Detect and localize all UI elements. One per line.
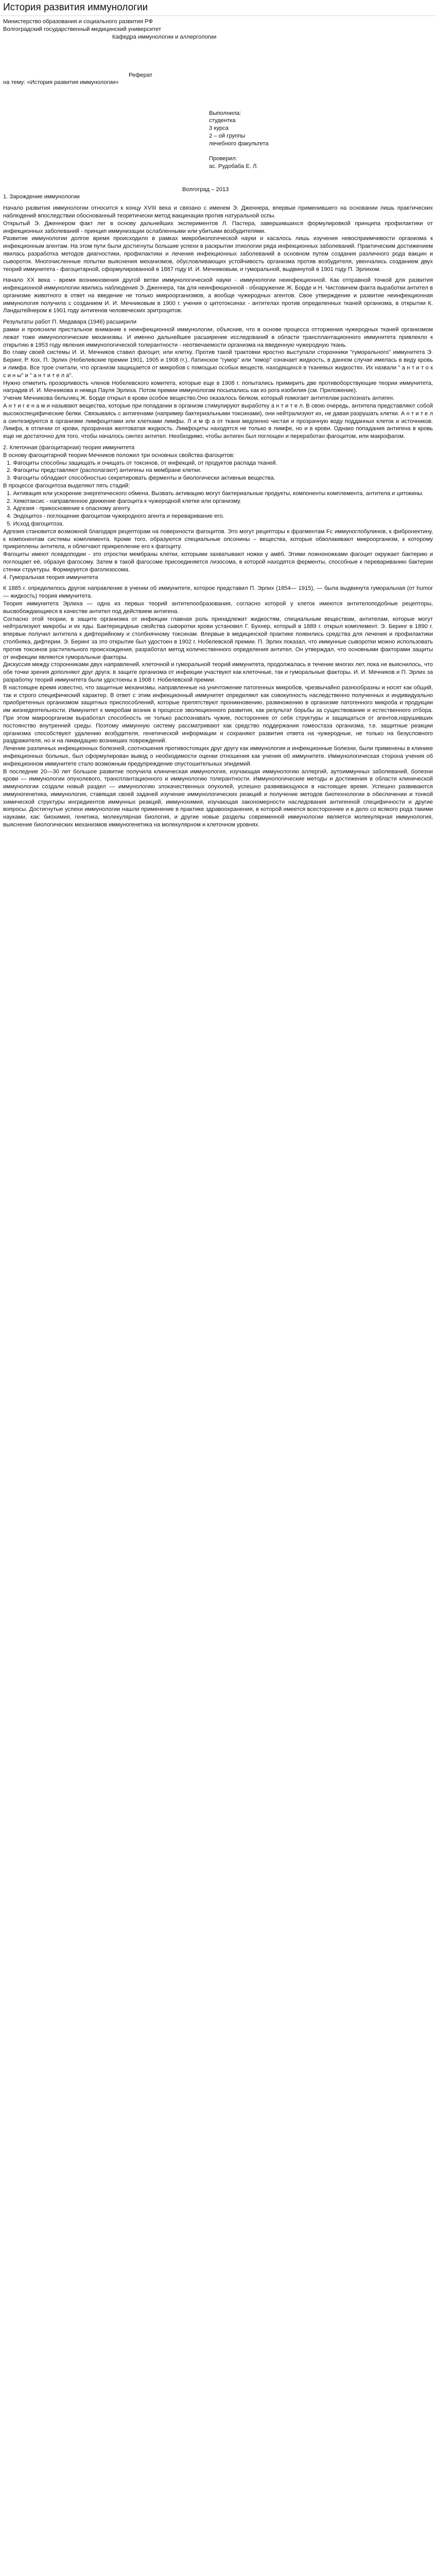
document-body (0, 16, 436, 829)
author-line: лечебного факультета (209, 140, 269, 147)
paragraph: Согласно этой теории, в защите организма от инфекции главная роль принадлежит жидкостям, специальным веществам, антителам, которые могут нейтрализуют микробы и их яды. Бактерицидные свойства сыворотки крови установил Г. Бухнер, который в 1889 г. открыл комплемент. Э. Беринг в 1890 г. впервые получил антитела к дифтерийному и столбнячному токсинам. Впервые в медицинской практике появились средства для лечения и профилактики столбняка, дифтерии. Э. Беринг за это открытие был удостоен в 1902 г. Нобелевской премии. П. Эрлих показал, что иммунные сыворотки можно использовать против токсинов растительного происхождения, разработал метод количественного определения антител. Он утверждал, что основными факторами защиты от инфекции являются гуморальные факторы. (3, 616, 433, 660)
content-sections (3, 193, 433, 829)
paragraph: Теория иммунитета Эрлиха — одна из первых теорий антителообразования, согласно которой у клеток имеются антителоподобные рецепторы, высвобождающиеся в качестве антител под действием антигена. (3, 600, 433, 615)
ministry-line: Министерство образования и социального развития РФ (3, 19, 153, 25)
list-item: 3. Фагоциты обладают способностью секретировать ферменты и биологически активные вещества. (7, 475, 275, 482)
paragraph: Открытый Э. Дженнером факт лег в основу дальнейших экспериментов Л. Пастера, завершившихся формулировкой принципа профилактики от инфекционных заболеваний - принцип иммунизации ослабленными или убитыми возбудителями. (3, 220, 433, 234)
author-line: Проверил: (209, 156, 237, 162)
author-line (3, 148, 433, 156)
paragraph: Адгезия становится возможной благодаря рецепторам на поверхности фагоцитов. Это могут рецепторы к фрагментам Fc иммуноглобулинов, к фибронектину, к компонентам системы комплемента. Кроме того, образуются специальные опсонины – вещества, которые обволакивают микроорганизм, к которому прикреплены антитела, и облегчают прикрепление его к фагоциту. (3, 528, 433, 550)
university-line: Волгоградский государственный медицинский университет (3, 26, 161, 32)
list-item: 2. Хемотаксис - направленное движение фагоцита к чужеродной клетке или организму. (7, 498, 241, 504)
paragraph: В последние 20—30 лет большое развитие получила клиническая иммунология, изучающая иммунологию аллергий, аутоиммунных заболеваний, болезни крови — иммунологии опухолевого, трансплантационного и иммунологию толерантности. Иммунологические методы и достижения в области клинической иммунологии создали новый раздел — иммунологию злокачественных опухолей, успешно развивающуюся в настоящее время. Успешно развиваются иммуногенетика, иммунология, ставящая своей задачей изучение иммунологических реакций и получение методов биотехнологии в обеспечении и тонкой химической структуры ингредиентов иммунных реакций, иммунохимия, изучающая закономерности наследования антигенной специфичности и другие вопросы. Достигнутые успехи иммунологии нашли применение в практике здравоохранения, в которой имеется всестороннее и в дело со всякого рода такими науками, как: биохимия, генетика, молекулярная биология, и другие новые разделы современной иммунологии является молекулярная иммунология, выяснение биологических механизмов иммуногенетика на молекулярном и клеточном уровнях. (3, 768, 433, 828)
list-item: 1. Активация или ускорение энергетического обмена. Вызвать активацию могут бактериальные продукты, компоненты комплемента, антитела и цитокины. (7, 490, 424, 497)
report-topic: на тему: «История развития иммунологии» (3, 79, 119, 86)
list-item: 2. Фагоциты представляют (располагают) антигены на мембране клетки. (7, 467, 202, 474)
section-heading: 1. Зарождение иммунологии (3, 194, 80, 200)
paragraph: Результаты работ П. Медавара (1946) расширили (3, 319, 137, 326)
author-line: 2 – ой группы (209, 132, 246, 139)
list-item: 1. Фагоциты способны защищать и очищать от токсинов, от инфекций, от продуктов распада тканей. (7, 460, 277, 466)
department-line: Кафедра иммунологии и аллергологии (112, 33, 217, 40)
paragraph: В процессе фагоцитоза выделяют пять стадий: (3, 483, 130, 489)
author-line: студентка (209, 117, 236, 124)
city-year: Волгоград – 2013 (182, 186, 229, 193)
paragraph: Ученик Мечникова бельгиец Ж. Борде открыл в крови особое вещество.Оно оказалось белком, который помогает антителам распознать антиген. (3, 395, 395, 402)
author-line: 3 курса (209, 125, 229, 132)
list-item: 4. Эндоцитоз - поглощение фагоцитом чужеродного агента и переваривание его. (7, 513, 224, 520)
paragraph: Лечение различных инфекционных болезней, соотношения противостоящих друг другу как иммунология и инфекционные болезни, были применены в клинике инфекционных больных, был сформулирован вывод о необходимости оценки отношения как учения об иммунитете. Иммунологическая сторона учения об инфекционном иммунитете стало возможным предупреждение опустошительных эпидемий. (3, 745, 433, 767)
section-heading: 4. Гуморальная теория иммунитета (3, 574, 98, 581)
list-item: 5. Исход фагоцитоза. (7, 521, 64, 527)
paragraph: Нужно отметить прозорливость членов Нобелевского комитета, которые еще в 1908 г. попытались примирить две противоборствующие теории иммунитета, наградив И. И. Мечникова и немца Пауля Эрлиха. Потом премии иммунологам посыпались как из рога изобилия (см. Приложение). (3, 380, 433, 394)
paragraph: В настоящее время известно, что защитные механизмы, направленные на уничтожение патогенных микробов, чрезвычайно разнообразны и носят как общий, так и строго специфический характер. В ответ с этим инфекционный иммунитет определяют как совокупность наследственно полученных и индивидуально приобретенных организмом защитных приспособлений, которые препятствуют проникновению, размножению в организме патогенного микроба и продукции им жизнедеятельности. Иммунитет к микробам возник в процессе эволюционного развития, как результат борьбы за существование и естественного отбора. При этом макроорганизм выработал способность не только распознавать чужие, постороннее от себя структуры и защищаться от агентов,нарушивших постоянство внутренней среды. Поэтому иммунную систему рассматривают как средство поддержания гомеостаза организма, т.е. защитные реакции организма способствуют удалению возбудителя, генетической информации и сохраняют развития ответа на чужеродные, не только на безусловного раздражителя, но и на ликвидацию возникших повреждений. (3, 684, 433, 744)
paragraph: Фагоциты имеют псевдоподии - это отростки мембраны клетки, которыми захватывают ножки у амёб. Этими ложноножками фагоцит окружает бактерию и поглощает её, образуя фагосому. Затем в такой фагосоме присоединяется лизосома, в которой находятся ферменты, способные к перевариванию бактерии стенки структуры. Формируется фаголизосома. (3, 551, 433, 573)
paragraph: Дискуссия между сторонниками двух направлений, клеточной и гуморальной теорий иммунитета, продолжалась в течение многих лет, пока не выяснилось, что обе точки зрения дополняют друг друга: в защите организма от инфекции участвуют как клеточные, так и гуморальные факторы. И. И. Мечников и П. Эрлих за разработку теорий иммунитета были удостоены в 1908 г. Нобелевской премии. (3, 662, 433, 683)
list-item: 3. Адгезия - прикосновение к опасному агенту. (7, 505, 131, 512)
paragraph: Начало XX века - время возникновения другой ветви иммунологической науки - иммунологии неинфекционной. Как отправной точкой для развития инфекционной иммунологии явились наблюдения Э. Дженнера, так для неинфекционной - обнаружение Ж. Борде и Н. Чистовичем факта выработки антител в организме животного в ответ на введение не только микроорганизмов, а вообще чужеродных агентов. Свое утверждение и развитие неинфекционная иммунология получила с созданием И. И. Мечниковым в 1900 г. учения о цитотоксинах - антителах против определенных тканей организма, в открытии К. Ландштейнером в 1901 году антигенов человеческих эритроцитов. (3, 277, 433, 314)
paragraph: А н т и г е н а м и называют вещества, которые при попадании в организм стимулируют выработку а н т и т е л. В свою очередь, антитела представляют собой высокоспецифические белки. Связываясь с антигенами (например бактериальными токсинами), они нейтрализуют их, не давая разрушать клетки. А н т и т е л а синтезируются в организме лимфоцитами или клетками лимфы. Л и м ф а от ткани медленно чистая и прозрачную воду подданных клеток и источников. Лимфа, в отличии от крови, прозрачная желтоватая жидкость. Лимфоциты находятся не только в лимфе, но и в крови. Однако попадания антигена в кровь еще не достаточно для того, чтобы началось синтез антител. Необходимо, чтобы антиген был поглощен и переработан фагоцитом, или макрофагом. (3, 403, 433, 440)
paragraph: Во главу своей системы И. И. Мечников ставил фагоцит, или клетку. Против такой трактовки яростно выступали сторонники "гуморального" иммунитета Э. Беринг, Р. Кох, П. Эрлих (Нобелевские премии 1901, 1905 и 1908 гг.). Латинское "гумор" или "юмор" означает жидкость, в данном случае имелась в виду кровь и лимфа. Все трое считали, что организм защищается от микробов с помощью особых веществ, находящихся в тканевых жидкостях. Их назвали " а н т и т о к с и н ы" и " а н т и т е л а". (3, 349, 433, 379)
paragraph: Развитие иммунологии долгое время происходило в рамках микробиологической науки и касалось лишь изучения невосприимчивости организма к инфекционным агентам. На этом пути были достигнуты большие успехи в раскрытии этиологии ряда инфекционных заболеваний. Практическим достижением явилась разработка методов диагностики, профилактики и лечения инфекционных заболеваний в основном путем создания различного рода вакцин и сывороток. Многочисленные попытки выяснения механизмов, обусловливающих устойчивость организма против возбудителя, увенчались созданием двух теорий иммунитета - фагоцитарной, сформулированной в 1887 году И. И. Мечниковым, и гуморальной, выдвинутой в 1901 году П. Эрлихом. (3, 235, 433, 273)
paragraph: Начало развития иммунологии относится к концу XVIII века и связано с именем Э. Дженнера, впервые применившего на основании лишь практических наблюдений впоследствии обоснованный теоретически метод вакцинации против натуральной оспы. (3, 205, 433, 219)
section-heading: 2. Клеточная (фагоцитарная) теория иммунитета (3, 445, 135, 451)
paragraph: В основу фагоцитарной теории Мечников положил три основных свойства фагоцитов: (3, 452, 235, 459)
paragraph: К 1885 г. определилось другое направление в учении об иммунитете, которое представил П. Эрлих (1854— 1915), — была выдвинута гуморальная (от humor — жидкость) теория иммунитета. (3, 585, 433, 600)
author-line: ас. Рудобаба Е. Л. (209, 163, 258, 170)
page-title: История развития иммунологии (0, 0, 436, 16)
author-line: Выполнила: (209, 110, 241, 116)
report-word: Реферат (129, 72, 152, 78)
paragraph: рамки и прояснили пристальное внимание к неинфекционной иммунологии, объяснив, что в основе процесса отторжения чужеродных тканей организмом лежат тоже иммунологические механизмы. И именно дальнейшее расширение исследований в области трансплантационного иммунитета привлекло к открытию в 1953 году явления иммунологической толерантности - неотвечаемости организма на введенную чужеродную ткань. (3, 327, 433, 348)
